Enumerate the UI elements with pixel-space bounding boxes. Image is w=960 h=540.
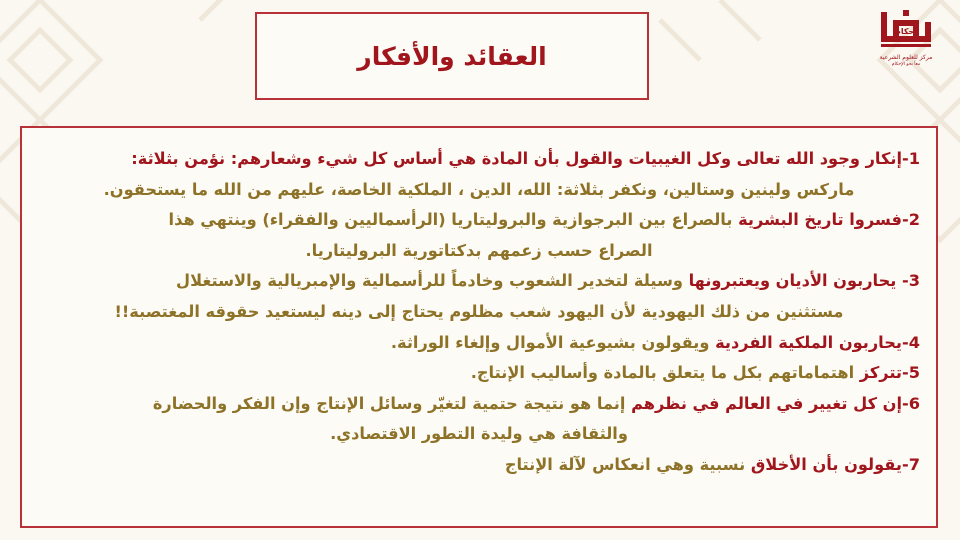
- content-segment: 6-إن كل تغيير في العالم في نظرهم: [631, 393, 920, 413]
- content-segment: وسيلة لتخدير الشعوب وخادماً للرأسمالية والإمبريالية والاستغلال: [176, 271, 689, 291]
- content-segment: مستثنين من ذلك اليهودية لأن اليهود شعب مظلوم يحتاج إلى دينه ليستعيد حقوقه المغتصبة!!: [114, 301, 844, 321]
- content-segment: نسبية وهي انعكاس لآلة الإنتاج: [504, 454, 751, 474]
- content-segment: ويقولون بشيوعية الأموال وإلغاء الوراثة.: [390, 332, 716, 352]
- content-segment: الصراع حسب زعمهم بدكتاتورية البروليتاريا.: [305, 240, 653, 260]
- content-line: [38, 358, 920, 389]
- logo-name: إحكام: [894, 27, 918, 36]
- content-line: [38, 297, 920, 328]
- content-segment: 7-يقولون بأن الأخلاق: [750, 454, 920, 474]
- content-box: [20, 126, 938, 528]
- content-segment: اهتماماتهم بكل ما يتعلق بالمادة وأساليب الإنتاج.: [470, 363, 860, 383]
- content-segment: 2-فسروا تاريخ البشرية: [738, 210, 920, 230]
- content-line: [38, 175, 920, 206]
- content-line: [38, 266, 920, 297]
- content-line: [38, 236, 920, 267]
- content-line: [38, 205, 920, 236]
- content-segment: إنما هو نتيجة حتمية لتغيّر وسائل الإنتاج وإن الفكر والحضارة: [152, 393, 632, 413]
- content-segment: 4-يحاربون الملكية الفردية: [715, 332, 920, 352]
- content-segment: والثقافة هي وليدة التطور الاقتصادي.: [330, 424, 628, 444]
- logo-mark-icon: [877, 8, 935, 52]
- content-segment: 1-إنكار وجود الله تعالى وكل الغيبيات والقول بأن المادة هي أساس كل شيء وشعارهم: نؤمن بثلاثة:: [131, 149, 920, 168]
- title-box: [255, 12, 649, 100]
- content-segment: 5-تتركز: [859, 363, 920, 383]
- logo: [868, 8, 944, 76]
- content-line: [38, 328, 920, 359]
- content-line: [38, 450, 920, 481]
- content-line: [38, 144, 920, 175]
- content-segment: ماركس ولينين وستالين، ونكفر بثلاثة: الله، الدين ، الملكية الخاصة، عليهم من الله ما يستحقون.: [103, 179, 855, 199]
- content-line: [38, 419, 920, 450]
- content-segment: 3- يحاربون الأديان ويعتبرونها: [688, 271, 920, 291]
- slide-title: العقائد والأفكار: [357, 41, 547, 71]
- logo-tagline: معاً نحو الإحكام: [891, 62, 921, 67]
- content-segment: بالصراع بين البرجوازية والبروليتاريا (الرأسماليين والفقراء) وينتهي هذا: [168, 210, 739, 230]
- logo-subtitle: مركز للعلوم الشرعية: [879, 54, 933, 61]
- content-line: [38, 389, 920, 420]
